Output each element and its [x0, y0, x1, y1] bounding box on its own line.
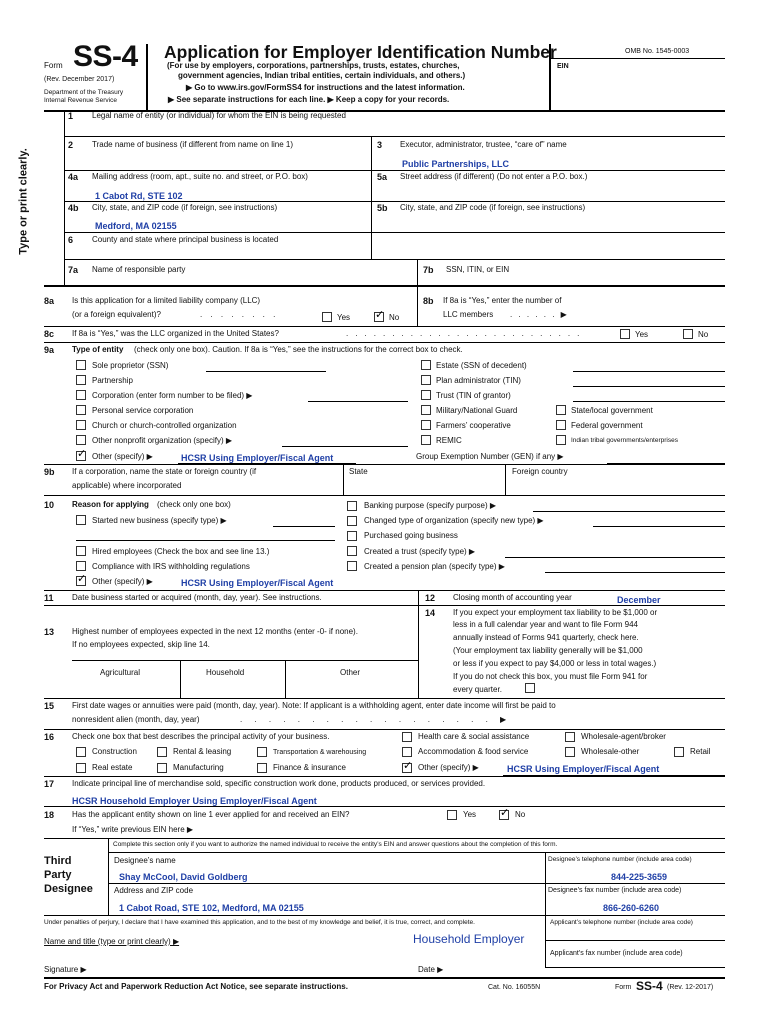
line-2-label: Trade name of business (if different from name on line 1)	[92, 140, 293, 149]
purchased-business-checkbox[interactable]	[347, 531, 357, 541]
activity-other-value[interactable]: HCSR Using Employer/Fiscal Agent	[507, 764, 660, 774]
line-1-label: Legal name of entity (or individual) for whom the EIN is being requested	[92, 111, 346, 120]
reason-other-value[interactable]: HCSR Using Employer/Fiscal Agent	[181, 578, 334, 588]
accommodation-label: Accommodation & food service	[418, 747, 529, 756]
prior-ein-no-checkbox[interactable]	[499, 810, 509, 820]
estate-label: Estate (SSN of decedent)	[436, 361, 527, 370]
line-8c-yes-checkbox[interactable]	[620, 329, 630, 339]
line-6-label: County and state where principal business is located	[92, 235, 279, 244]
designee-name-label: Designee’s name	[114, 856, 176, 865]
gen-label: Group Exemption Number (GEN) if any ▶	[416, 452, 564, 461]
finance-checkbox[interactable]	[257, 763, 267, 773]
form-title: Application for Employer Identification Number	[164, 42, 557, 62]
compliance-checkbox[interactable]	[76, 561, 86, 571]
partnership-label: Partnership	[92, 376, 133, 385]
line-5a-number: 5a	[377, 172, 388, 182]
wholesale-agent-checkbox[interactable]	[565, 732, 575, 742]
real-estate-label: Real estate	[92, 763, 133, 772]
real-estate-checkbox[interactable]	[76, 763, 86, 773]
revision-date: (Rev. December 2017)	[44, 76, 115, 83]
designee-name-value[interactable]: Shay McCool, David Goldberg	[119, 872, 248, 882]
prior-ein-no-label: No	[515, 810, 526, 819]
line-4a-number: 4a	[68, 172, 79, 182]
line-12-value[interactable]: December	[617, 595, 661, 605]
rental-leasing-checkbox[interactable]	[157, 747, 167, 757]
line-13-label-2: If no employees expected, skip line 14.	[72, 640, 210, 649]
farmers-coop-label: Farmers’ cooperative	[436, 421, 511, 430]
trust-label: Trust (TIN of grantor)	[436, 391, 511, 400]
transportation-label: Transportation & warehousing	[273, 749, 367, 756]
line-5b-label: City, state, and ZIP code (if foreign, see instructions)	[400, 203, 586, 212]
line-14-text-5: or less if you expect to pay $4,000 or less in total wages.)	[453, 659, 657, 668]
church-checkbox[interactable]	[76, 420, 86, 430]
pension-plan-checkbox[interactable]	[347, 561, 357, 571]
line-11-number: 11	[44, 593, 54, 603]
designee-phone-label: Designee’s telephone number (include area code)	[548, 856, 692, 863]
line-17-label: Indicate principal line of merchandise sold, specific construction work done, products produced, or services provided.	[72, 779, 486, 788]
designee-phone-value[interactable]: 844-225-3659	[611, 872, 668, 882]
sole-proprietor-checkbox[interactable]	[76, 360, 86, 370]
ein-label: EIN	[557, 63, 569, 70]
line-7a-label: Name of responsible party	[92, 265, 186, 274]
partnership-checkbox[interactable]	[76, 375, 86, 385]
corporation-checkbox[interactable]	[76, 390, 86, 400]
line-4b-number: 4b	[68, 203, 79, 213]
irs-label: Internal Revenue Service	[44, 97, 117, 104]
line-14-text-3: annually instead of Forms 941 quarterly, check here.	[453, 633, 639, 642]
line-11-label: Date business started or acquired (month, day, year). See instructions.	[72, 593, 322, 602]
church-label: Church or church-controlled organization	[92, 421, 237, 430]
line-13-number: 13	[44, 627, 55, 637]
third-party-title-2: Party	[44, 869, 72, 881]
prior-ein-yes-label: Yes	[463, 810, 477, 819]
remic-checkbox[interactable]	[421, 435, 431, 445]
line-7b-number: 7b	[423, 265, 434, 275]
retail-label: Retail	[690, 747, 711, 756]
designee-fax-label: Designee’s fax number (include area code)	[548, 887, 682, 894]
applicant-fax-label: Applicant’s fax number (include area code)	[550, 950, 683, 957]
construction-checkbox[interactable]	[76, 747, 86, 757]
line-17-number: 17	[44, 779, 55, 789]
hired-employees-label: Hired employees (Check the box and see line 13.)	[92, 547, 270, 556]
health-care-checkbox[interactable]	[402, 732, 412, 742]
started-business-checkbox[interactable]	[76, 515, 86, 525]
changed-type-label: Changed type of organization (specify new type) ▶	[364, 516, 544, 525]
activity-other-checkbox[interactable]	[402, 763, 412, 773]
footer-form-word: Form	[615, 984, 632, 991]
form-944-checkbox[interactable]	[525, 683, 535, 693]
form-word: Form	[44, 61, 63, 70]
health-care-label: Health care & social assistance	[418, 732, 530, 741]
changed-type-checkbox[interactable]	[347, 516, 357, 526]
prior-ein-yes-checkbox[interactable]	[447, 810, 457, 820]
state-local-gov-checkbox[interactable]	[556, 405, 566, 415]
catalog-number: Cat. No. 16055N	[488, 984, 541, 991]
line-10-label: (check only one box)	[157, 500, 231, 509]
farmers-coop-checkbox[interactable]	[421, 420, 431, 430]
line-4a-label: Mailing address (room, apt., suite no. and street, or P.O. box)	[92, 172, 308, 181]
line-14-text-6: If you do not check this box, you must file Form 941 for	[453, 672, 648, 681]
perjury-statement: Under penalties of perjury, I declare that I have examined this application, and to the best of my knowledge and belief, it is true, correct, and complete.	[44, 919, 475, 926]
date-label[interactable]: Date ▶	[418, 965, 444, 974]
banking-label: Banking purpose (specify purpose) ▶	[364, 501, 496, 510]
construction-label: Construction	[92, 747, 137, 756]
created-trust-label: Created a trust (specify type) ▶	[364, 547, 476, 556]
line-4a-value[interactable]: 1 Cabot Rd, STE 102	[95, 191, 183, 201]
line-8a-dots: . . . . . . . .	[200, 310, 279, 319]
other-nonprofit-checkbox[interactable]	[76, 435, 86, 445]
line-8a-no-checkbox[interactable]	[374, 312, 384, 322]
line-8c-number: 8c	[44, 329, 55, 339]
transportation-checkbox[interactable]	[257, 747, 267, 757]
line-9a-label-bold: Type of entity	[72, 345, 124, 354]
manufacturing-label: Manufacturing	[173, 763, 224, 772]
line-17-value[interactable]: HCSR Household Employer Using Employer/Fiscal Agent	[72, 796, 317, 806]
department-label: Department of the Treasury	[44, 89, 124, 96]
line-9a-number: 9a	[44, 345, 55, 355]
form-number: SS-4	[73, 40, 138, 73]
agricultural-label: Agricultural	[100, 668, 141, 677]
military-checkbox[interactable]	[421, 405, 431, 415]
privacy-notice: For Privacy Act and Paperwork Reduction Act Notice, see separate instructions.	[44, 982, 348, 991]
line-16-number: 16	[44, 732, 55, 742]
line-16-label: Check one box that best describes the principal activity of your business.	[72, 732, 330, 741]
military-label: Military/National Guard	[436, 406, 518, 415]
line-10-label-bold: Reason for applying	[72, 500, 149, 509]
third-party-title: Third	[44, 855, 72, 867]
remic-label: REMIC	[436, 436, 462, 445]
footer-revision: (Rev. 12-2017)	[667, 984, 714, 991]
previous-ein-label: If “Yes,” write previous EIN here ▶	[72, 825, 194, 834]
line-10-number: 10	[44, 500, 55, 510]
line-8a-yes-checkbox[interactable]	[322, 312, 332, 322]
name-title-value[interactable]: Household Employer	[413, 932, 525, 946]
personal-service-corp-label: Personal service corporation	[92, 406, 194, 415]
foreign-country-label: Foreign country	[512, 467, 568, 476]
line-8a-number: 8a	[44, 296, 55, 306]
state-label: State	[349, 467, 368, 476]
wholesale-other-label: Wholesale-other	[581, 747, 640, 756]
activity-other-label: Other (specify) ▶	[418, 763, 479, 772]
entity-other-checkbox[interactable]	[76, 451, 86, 461]
line-14-text-2: less in a full calendar year and want to file Form 944	[453, 620, 638, 629]
retail-checkbox[interactable]	[674, 747, 684, 757]
plan-administrator-label: Plan administrator (TIN)	[436, 376, 521, 385]
federal-gov-label: Federal government	[571, 421, 643, 430]
line-8b-label: If 8a is “Yes,” enter the number of	[443, 296, 562, 305]
type-or-print-label: Type or print clearly.	[17, 148, 30, 255]
line-8a-yes-label: Yes	[337, 313, 351, 322]
line-8b-number: 8b	[423, 296, 434, 306]
line-8c-label: If 8a is “Yes,” was the LLC organized in the United States?	[72, 329, 279, 338]
line-4b-label: City, state, and ZIP code (if foreign, see instructions)	[92, 203, 278, 212]
line-5a-label: Street address (if different) (Do not enter a P.O. box.)	[400, 172, 588, 181]
third-party-title-3: Designee	[44, 883, 93, 895]
line-18-label: Has the applicant entity shown on line 1 ever applied for and received an EIN?	[72, 810, 350, 819]
instructions-link[interactable]: ▶ Go to www.irs.gov/FormSS4 for instructions and the latest information.	[186, 83, 465, 92]
started-business-label: Started new business (specify type) ▶	[92, 516, 227, 525]
line-8b-label-2: LLC members	[443, 310, 494, 319]
trust-checkbox[interactable]	[421, 390, 431, 400]
designee-address-label: Address and ZIP code	[114, 886, 194, 895]
line-8c-dots: . . . . . . . . . . . . . . . . . . . . . . . . . .	[346, 329, 582, 338]
entity-other-value[interactable]: HCSR Using Employer/Fiscal Agent	[181, 453, 334, 463]
line-8c-no-label: No	[698, 330, 709, 339]
state-local-gov-label: State/local government	[571, 406, 653, 415]
line-18-number: 18	[44, 810, 55, 820]
applicant-phone-label: Applicant’s telephone number (include area code)	[550, 919, 693, 926]
designee-fax-value[interactable]: 866-260-6260	[603, 903, 660, 913]
instructions-note: ▶ See separate instructions for each line. ▶ Keep a copy for your records.	[168, 95, 450, 104]
wholesale-agent-label: Wholesale-agent/broker	[581, 732, 666, 741]
line-14-text-4: (Your employment tax liability generally will be $1,000	[453, 646, 643, 655]
line-9b-number: 9b	[44, 467, 55, 477]
designee-intro: Complete this section only if you want to authorize the named individual to receive the entity’s EIN and answer questions about the completion of this form.	[113, 841, 558, 848]
corporation-label: Corporation (enter form number to be filed) ▶	[92, 391, 253, 400]
line-15-dots: . . . . . . . . . . . . . . . . . . ▶	[240, 715, 512, 724]
line-9a-label: (check only one box). Caution. If 8a is “Yes,” see the instructions for the correct box to check.	[134, 345, 463, 354]
purchased-business-label: Purchased going business	[364, 531, 458, 540]
hired-employees-checkbox[interactable]	[76, 546, 86, 556]
line-3-label: Executor, administrator, trustee, “care of” name	[400, 140, 567, 149]
pension-plan-label: Created a pension plan (specify type) ▶	[364, 562, 505, 571]
line-4b-value[interactable]: Medford, MA 02155	[95, 221, 177, 231]
line-8c-no-checkbox[interactable]	[683, 329, 693, 339]
subtitle-line-2: government agencies, Indian tribal entities, certain individuals, and others.)	[178, 71, 466, 80]
omb-number: OMB No. 1545-0003	[625, 48, 690, 55]
wholesale-other-checkbox[interactable]	[565, 747, 575, 757]
other-employees-label: Other	[340, 668, 361, 677]
line-15-label-2: nonresident alien (month, day, year)	[72, 715, 200, 724]
banking-checkbox[interactable]	[347, 501, 357, 511]
line-5b-number: 5b	[377, 203, 388, 213]
line-14-text-7: every quarter.	[453, 685, 502, 694]
reason-other-label: Other (specify) ▶	[92, 577, 153, 586]
line-8a-no-label: No	[389, 313, 400, 322]
line-1-number: 1	[68, 111, 74, 121]
line-12-label: Closing month of accounting year	[453, 593, 572, 602]
signature-label[interactable]: Signature ▶	[44, 965, 87, 974]
line-3-number: 3	[377, 140, 383, 150]
line-6-number: 6	[68, 235, 74, 245]
sole-proprietor-label: Sole proprietor (SSN)	[92, 361, 169, 370]
line-12-number: 12	[425, 593, 436, 603]
line-7a-number: 7a	[68, 265, 79, 275]
line-15-number: 15	[44, 701, 55, 711]
line-8c-yes-label: Yes	[635, 330, 649, 339]
line-14-text-1: If you expect your employment tax liability to be $1,000 or	[453, 608, 658, 617]
rental-leasing-label: Rental & leasing	[173, 747, 232, 756]
personal-service-corp-checkbox[interactable]	[76, 405, 86, 415]
subtitle-line-1: (For use by employers, corporations, partnerships, trusts, estates, churches,	[167, 61, 460, 70]
line-7b-label: SSN, ITIN, or EIN	[446, 265, 510, 274]
name-title-label: Name and title (type or print clearly) ▶	[44, 937, 180, 946]
line-14-number: 14	[425, 608, 436, 618]
designee-address-value[interactable]: 1 Cabot Road, STE 102, Medford, MA 02155	[119, 903, 304, 913]
line-3-value[interactable]: Public Partnerships, LLC	[402, 159, 510, 169]
finance-label: Finance & insurance	[273, 763, 346, 772]
line-9b-label: If a corporation, name the state or foreign country (if	[72, 467, 257, 476]
manufacturing-checkbox[interactable]	[157, 763, 167, 773]
reason-other-checkbox[interactable]	[76, 576, 86, 586]
line-15-label: First date wages or annuities were paid (month, day, year). Note: If applicant is a withholding agent, enter date income will first be paid to	[72, 701, 556, 710]
plan-administrator-checkbox[interactable]	[421, 375, 431, 385]
other-nonprofit-label: Other nonprofit organization (specify) ▶	[92, 436, 232, 445]
compliance-label: Compliance with IRS withholding regulations	[92, 562, 250, 571]
household-label: Household	[206, 668, 245, 677]
estate-checkbox[interactable]	[421, 360, 431, 370]
indian-tribal-checkbox[interactable]	[556, 435, 566, 445]
footer-form-number: SS-4	[636, 979, 663, 993]
accommodation-checkbox[interactable]	[402, 747, 412, 757]
line-8a-label-2: (or a foreign equivalent)?	[72, 310, 161, 319]
line-2-number: 2	[68, 140, 74, 150]
line-8a-label: Is this application for a limited liability company (LLC)	[72, 296, 261, 305]
line-13-label: Highest number of employees expected in the next 12 months (enter -0- if none).	[72, 627, 358, 636]
federal-gov-checkbox[interactable]	[556, 420, 566, 430]
line-9b-label-2: applicable) where incorporated	[72, 481, 182, 490]
entity-other-label: Other (specify) ▶	[92, 452, 153, 461]
indian-tribal-label: Indian tribal governments/enterprises	[571, 437, 678, 444]
created-trust-checkbox[interactable]	[347, 546, 357, 556]
line-8b-dots: . . . . . . ▶	[510, 310, 569, 319]
